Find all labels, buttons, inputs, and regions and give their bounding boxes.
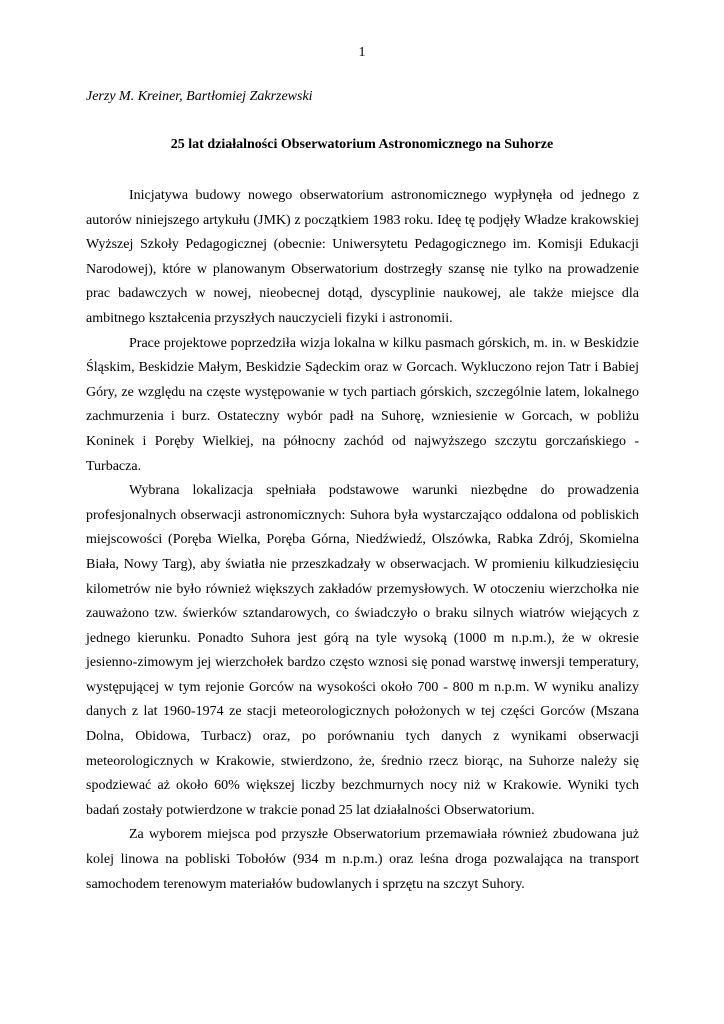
paragraph-site-survey: Prace projektowe poprzedziła wizja lokalna w kilku pasmach górskich, m. in. w Beskidzie Śląskim, Beskidzie Małym, Beskidzie Sądeckim oraz w Gorcach. Wykluczono rejon Tatr i Babiej Góry, ze względu na częste występowanie w tych partiach górskich, szczególnie latem, lokalnego zachmurzenia i burz. Ostateczny wybór padł na Suhorę, wzniesienie w Gorcach, w pobliżu Koninek i Poręby Wielkiej, na północny zachód od najwyższego szczytu gorczańskiego - Turbacza. [86,335,639,474]
paragraph-location-conditions: Wybrana lokalizacja spełniała podstawowe warunki niezbędne do prowadzenia profesjonalnych obserwacji astronomicznych: Suhora była wystarczająco oddalona od pobliskich miejscowości (Poręba Wielka, Poręba Górna, Niedźwiedź, Olszówka, Rabka Zdrój, Skomielna Biała, Nowy Targ), aby światła nie przeszkadzały w obserwacjach. W promieniu kilkudziesięciu kilometrów nie było również większych zakładów przemysłowych. W otoczeniu wierzchołka nie zauważono tzw. świerków sztandarowych, co świadczyło o braku silnych wiatrów wiejących z jednego kierunku. Ponadto Suhora jest górą na tyle wysoką (1000 m n.p.m.), że w okresie jesienno-zimowym jej wierzchołek bardzo często wznosi się ponad warstwę inwersji temperatury, występującej w tym rejonie Gorców na wysokości około 700 - 800 m n.p.m. W wyniku analizy danych z lat 1960-1974 ze stacji meteorologicznych położonych w tej części Gorców (Mszana Dolna, Obidowa, Turbacz) oraz, po porównaniu tych danych z wynikami obserwacji meteorologicznych w Krakowie, stwierdzono, że, średnio rzecz biorąc, na Suhorze należy się spodziewać aż około 60% większej liczby bezchmurnych nocy niż w Krakowie. Wyniki tych badań zostały potwierdzone w trakcie ponad 25 lat działalności Obserwatorium. [86,483,639,818]
paragraph-access: Za wyborem miejsca pod przyszłe Obserwatorium przemawiała również zbudowana już kolej linowa na pobliski Tobołów (934 m n.p.m.) oraz leśna droga pozwalająca na transport samochodem terenowym materiałów budowlanych i sprzętu na szczyt Suhory. [86,827,639,892]
paragraph-initiative: Inicjatywa budowy nowego obserwatorium astronomicznego wypłynęła od jednego z autorów niniejszego artykułu (JMK) z początkiem 1983 roku. Ideę tę podjęły Władze krakowskiej Wyższej Szkoły Pedagogicznej (obecnie: Uniwersytetu Pedagogicznego im. Komisji Edukacji Narodowej), które w planowanym Obserwatorium dostrzegły szansę nie tylko na prowadzenie prac badawczych w nowej, nieobecnej dotąd, dyscyplinie naukowej, ale także miejsce dla ambitnego kształcenia przyszłych nauczycieli fizyki i astronomii. [86,188,639,326]
article-authors: Jerzy M. Kreiner, Bartłomiej Zakrzewski [86,89,313,104]
article-title: 25 lat działalności Obserwatorium Astronomicznego na Suhorze [170,137,554,152]
article-body [86,184,639,897]
page-number: 1 [358,45,366,60]
